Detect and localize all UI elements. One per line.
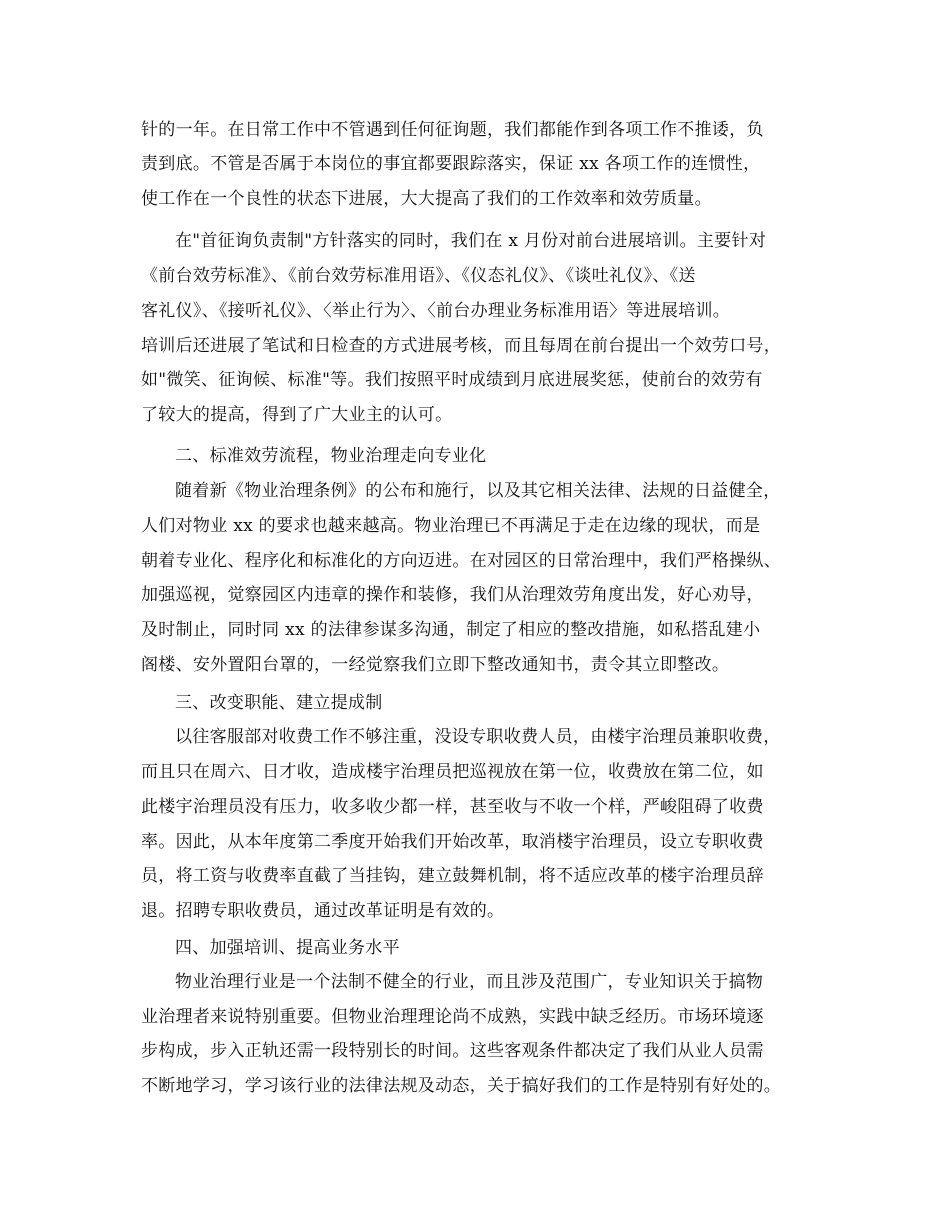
paragraph-start-line: 以往客服部对收费工作不够注重，没设专职收费人员，由楼宇治理员兼职收费，	[175, 727, 781, 747]
paragraph-start-line: 随着新《物业治理条例》的公布和施行，以及其它相关法律、法规的日益健全，	[175, 481, 781, 501]
text-line: 责到底。不管是否属于本岗位的事宜都要跟踪落实，保证 xx 各项工作的连惯性，	[141, 154, 761, 174]
text-line: 使工作在一个良性的状态下进展，大大提高了我们的工作效率和效劳质量。	[141, 189, 712, 209]
text-line: 如"微笑、征询候、标准"等。我们按照平时成绩到月底进展奖惩，使前台的效劳有	[141, 370, 763, 390]
text-line: 人们对物业 xx 的要求也越来越高。物业治理已不再满足于走在边缘的现状，而是	[141, 516, 761, 536]
text-line: 不断地学习，学习该行业的法律法规及动态，关于搞好我们的工作是特别有好处的。	[141, 1076, 782, 1096]
section-heading: 二、标准效劳流程，物业治理走向专业化	[175, 446, 487, 466]
text-line: 率。因此，从本年度第二季度开始我们开始改革，取消楼宇治理员，设立专职收费	[141, 832, 764, 852]
text-line: 加强巡视，觉察园区内违章的操作和装修，我们从治理效劳角度出发，好心劝导，	[141, 585, 764, 605]
section-heading: 三、改变职能、建立提成制	[175, 693, 383, 713]
text-line: 业治理者来说特别重要。但物业治理理论尚不成熟，实践中缺乏经历。市场环境逐	[141, 1007, 764, 1027]
text-line: 朝着专业化、程序化和标准化的方向迈进。在对园区的日常治理中，我们严格操纵、	[141, 551, 782, 571]
text-line: 及时制止，同时同 xx 的法律参谋多沟通，制定了相应的整改措施，如私搭乱建小	[141, 620, 761, 640]
text-line: 《前台效劳标准》、《前台效劳标准用语》、《仪态礼仪》、《谈吐礼仪》、《送	[141, 266, 696, 286]
text-line: 此楼宇治理员没有压力，收多收少都一样，甚至收与不收一个样，严峻阻碍了收费	[141, 797, 764, 817]
text-line: 而且只在周六、日才收，造成楼宇治理员把巡视放在第一位，收费放在第二位，如	[141, 762, 764, 782]
paragraph-start-line: 在"首征询负责制"方针落实的同时，我们在 x 月份对前台进展培训。主要针对	[175, 231, 767, 251]
paragraph-start-line: 物业治理行业是一个法制不健全的行业，而且涉及范围广，专业知识关于搞物	[175, 972, 764, 992]
text-line: 了较大的提高，得到了广大业主的认可。	[141, 405, 453, 425]
text-line: 客礼仪》、《接听礼仪》、〈举止行为〉、〈前台办理业务标准用语〉等进展培训。	[141, 301, 731, 321]
section-heading: 四、加强培训、提高业务水平	[175, 938, 400, 958]
text-line: 阁楼、安外置阳台罩的，一经觉察我们立即下整改通知书，责令其立即整改。	[141, 655, 730, 675]
text-line: 培训后还进展了笔试和日检查的方式进展考核，而且每周在前台提出一个效劳口号，	[141, 336, 782, 356]
text-line: 退。招聘专职收费员，通过改革证明是有效的。	[141, 901, 505, 921]
text-line: 员，将工资与收费率直截了当挂钩，建立鼓舞机制，将不适应改革的楼宇治理员辞	[141, 866, 764, 886]
text-line: 针的一年。在日常工作中不管遇到任何征询题，我们都能作到各项工作不推诿，负	[141, 120, 764, 140]
text-line: 步构成，步入正轨还需一段特别长的时间。这些客观条件都决定了我们从业人员需	[141, 1041, 764, 1061]
